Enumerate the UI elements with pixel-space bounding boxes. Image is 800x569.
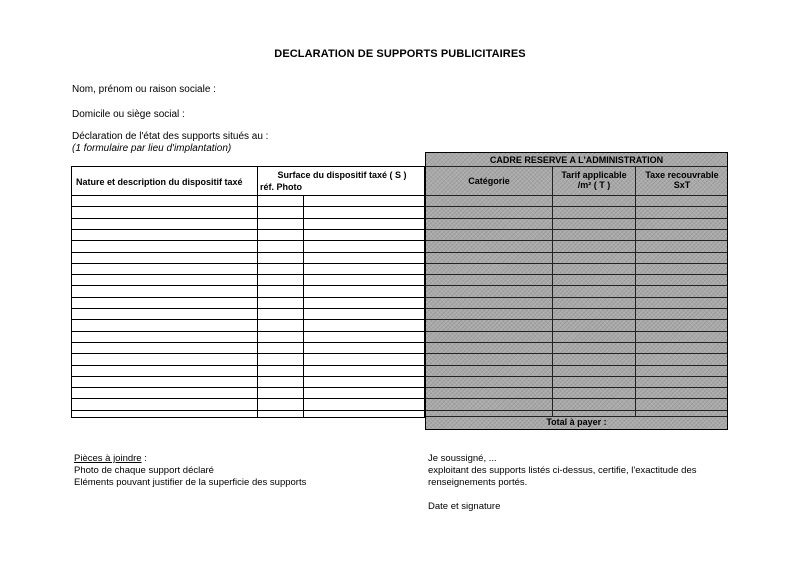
admin-row-line — [426, 365, 727, 366]
signature-line-date: Date et signature — [428, 501, 501, 512]
pieces-item-photo: Photo de chaque support déclaré — [74, 465, 214, 476]
table-row-line — [72, 252, 424, 253]
admin-col-taxe — [636, 170, 728, 190]
table-row-line — [72, 229, 424, 230]
table-row-line — [72, 285, 424, 286]
admin-row-line — [426, 319, 727, 320]
table-row-line — [72, 274, 424, 275]
col-header-surface: Surface du dispositif taxé ( S ) — [277, 170, 407, 180]
table-row-line — [72, 410, 424, 411]
admin-divider-2 — [635, 166, 636, 417]
admin-row-line — [426, 263, 727, 264]
admin-row-line — [426, 342, 727, 343]
pieces-heading: Pièces à joindre — [74, 453, 142, 464]
col-header-nature: Nature et description du dispositif taxé — [76, 177, 243, 187]
name-field-label: Nom, prénom ou raison sociale : — [72, 84, 216, 95]
declaration-table — [71, 166, 425, 418]
table-row-line — [72, 240, 424, 241]
table-row-line — [72, 365, 424, 366]
table-row-line — [72, 319, 424, 320]
admin-title: CADRE RESERVE A L'ADMINISTRATION — [489, 155, 664, 165]
pieces-item-superficie: Eléments pouvant justifier de la superficie des supports — [74, 477, 307, 488]
admin-row-line — [426, 240, 727, 241]
form-title: DECLARATION DE SUPPORTS PUBLICITAIRES — [274, 48, 526, 60]
admin-col-taxe-line2: SxT — [673, 180, 691, 190]
admin-row-line — [426, 297, 727, 298]
pieces-heading-suffix: : — [141, 453, 147, 464]
table-row-line — [72, 398, 424, 399]
admin-total-label: Total à payer : — [546, 417, 607, 427]
admin-row-line — [426, 398, 727, 399]
admin-row-line — [426, 331, 727, 332]
table-divider-1 — [257, 167, 258, 417]
admin-row-line — [426, 252, 727, 253]
admin-row-line — [426, 308, 727, 309]
admin-divider-1 — [552, 166, 553, 417]
admin-row-line — [426, 229, 727, 230]
admin-col-tarif-line1: Tarif applicable — [561, 170, 627, 180]
table-row-line — [72, 218, 424, 219]
table-row-line — [72, 263, 424, 264]
table-row-line — [72, 342, 424, 343]
domicile-field-label: Domicile ou siège social : — [72, 109, 185, 120]
admin-col-categorie: Catégorie — [468, 176, 510, 186]
admin-row-line — [426, 195, 727, 196]
col-header-ref-photo: réf. Photo — [260, 182, 302, 192]
signature-line-soussigne: Je soussigné, ... — [428, 453, 497, 464]
table-row-line — [72, 195, 424, 196]
admin-row-line — [426, 376, 727, 377]
declaration-field-label: Déclaration de l'état des supports situés au : — [72, 131, 269, 142]
pieces-section — [74, 453, 306, 489]
admin-row-line — [426, 353, 727, 354]
table-row-line — [72, 331, 424, 332]
signature-line-exploitant: exploitant des supports listés ci-dessus, certifie, l'exactitude des — [428, 465, 697, 476]
table-row-line — [72, 376, 424, 377]
admin-row-line — [426, 206, 727, 207]
signature-section — [428, 453, 696, 513]
declaration-note: (1 formulaire par lieu d'implantation) — [72, 143, 232, 154]
admin-row-line — [426, 218, 727, 219]
table-row-line — [72, 206, 424, 207]
admin-row-line — [426, 387, 727, 388]
signature-line-renseignements: renseignements portés. — [428, 477, 528, 488]
admin-row-line — [426, 274, 727, 275]
table-row-line — [72, 353, 424, 354]
admin-title-divider — [426, 166, 727, 167]
table-row-line — [72, 297, 424, 298]
admin-row-line — [426, 410, 727, 411]
admin-col-tarif — [553, 170, 635, 190]
admin-row-line — [426, 285, 727, 286]
admin-col-tarif-line2: /m² ( T ) — [577, 180, 611, 190]
admin-reserved-block — [425, 152, 728, 430]
admin-col-taxe-line1: Taxe recouvrable — [645, 170, 719, 180]
table-row-line — [72, 387, 424, 388]
table-row-line — [72, 308, 424, 309]
